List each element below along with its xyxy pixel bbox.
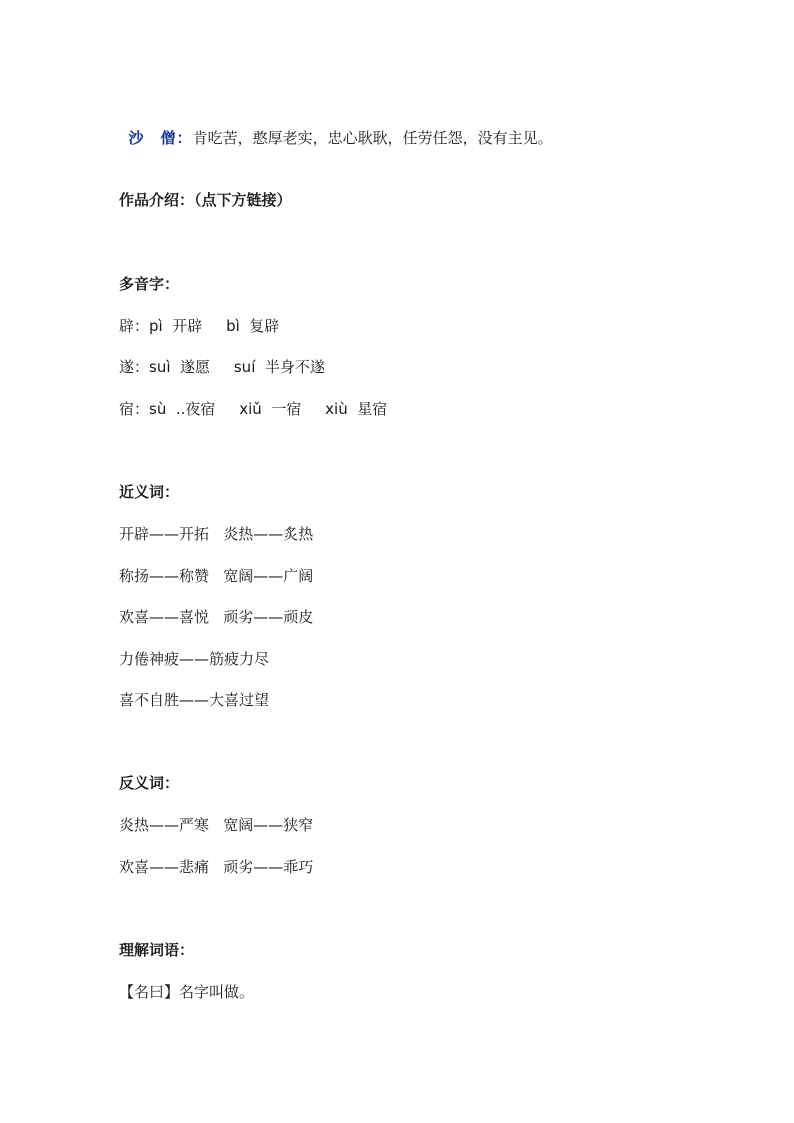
polyphones-heading: 多音字： <box>119 275 180 293</box>
synonyms-heading: 近义词： <box>119 483 180 501</box>
synonym-line: 喜不自胜——大喜过望 <box>119 691 270 709</box>
polyphone-line: 宿：sù ..夜宿 xiǔ 一宿 xiù 星宿 <box>119 400 388 418</box>
antonyms-heading: 反义词： <box>119 774 180 792</box>
synonym-line: 力倦神疲——筋疲力尽 <box>119 650 270 668</box>
character-line <box>119 108 553 148</box>
polyphone-line: 遂：suì 遂愿 suí 半身不遂 <box>119 358 325 376</box>
vocab-heading: 理解词语： <box>119 941 195 959</box>
character-name: 沙 僧： <box>128 129 193 147</box>
polyphone-line: 辟：pì 开辟 bì 复辟 <box>119 317 280 335</box>
work-intro-heading: 作品介绍：（点下方链接） <box>119 191 292 209</box>
vocab-line: 【名曰】名字叫做。 <box>119 983 255 1001</box>
character-description: 肯吃苦，憨厚老实，忠心耿耿，任劳任怨，没有主见。 <box>192 129 553 147</box>
synonym-line: 开辟——开拓 炎热——炙热 <box>119 525 314 543</box>
synonym-line: 欢喜——喜悦 顽劣——顽皮 <box>119 608 314 626</box>
antonym-line: 欢喜——悲痛 顽劣——乖巧 <box>119 858 314 876</box>
synonym-line: 称扬——称赞 宽阔——广阔 <box>119 567 314 585</box>
antonym-line: 炎热——严寒 宽阔——狭窄 <box>119 816 314 834</box>
